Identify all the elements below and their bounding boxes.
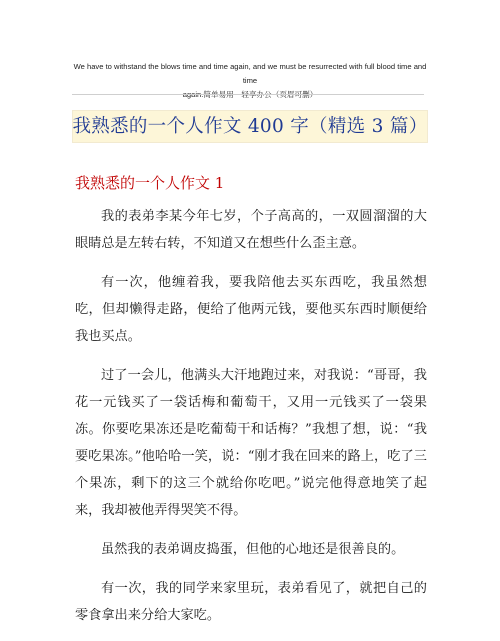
section-heading: 我熟悉的一个人作文 1: [75, 174, 225, 192]
paragraph: 我的表弟李某今年七岁，个子高高的，一双圆溜溜的大眼睛总是左转右转，不知道又在想些什么歪主意。: [75, 209, 427, 251]
essay-body: [75, 203, 427, 641]
header-divider: [72, 94, 424, 95]
header-line-2: again.简单易用 轻享办公（页眉可删）: [182, 90, 318, 99]
paragraph: 有一次，他缠着我，要我陪他去买东西吃，我虽然想吃，但却懒得走路，便给了他两元钱，要他买东西时顺便给我也买点。: [75, 275, 427, 344]
paragraph: 虽然我的表弟调皮捣蛋，但他的心地还是很善良的。: [101, 542, 405, 557]
paragraph: 有一次，我的同学来家里玩，表弟看见了，就把自己的零食拿出来分给大家吃。: [75, 581, 427, 623]
document-title: 我熟悉的一个人作文 400 字（精选 3 篇）: [72, 116, 428, 137]
header-line-1: We have to withstand the blows time and time again, and we must be resurrected with full blood time and time: [73, 62, 427, 85]
paragraph: 过了一会儿，他满头大汗地跑过来，对我说：“哥哥，我花一元钱买了一袋话梅和葡萄干，又用一元钱买了一袋果冻。你要吃果冻还是吃葡萄干和话梅？”我想了想，说：“我要吃果冻。”他哈哈一笑，说：“刚才我在回来的路上，吃了三个果冻，剩下的这三个就给你吃吧。”说完他得意地笑了起来，我却被他弄得哭笑不得。: [75, 368, 427, 518]
page-header: [70, 60, 430, 102]
